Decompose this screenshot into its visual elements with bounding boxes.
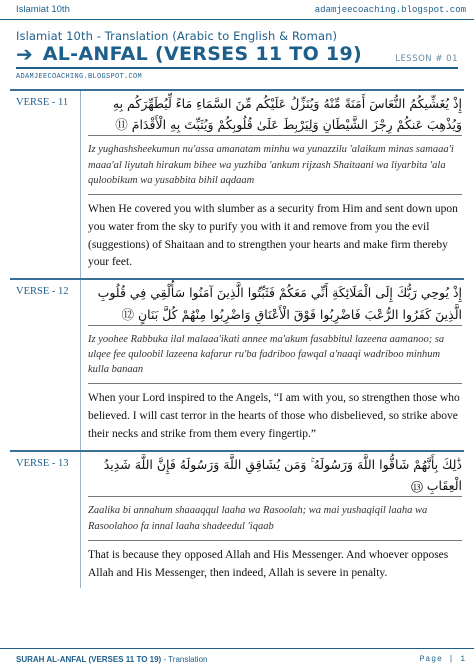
blog-url[interactable]: adamjeecoaching.blogspot.com [314,4,466,15]
page-title: AL-ANFAL (VERSES 11 TO 19) [42,43,362,65]
verse-label: VERSE - 13 [16,457,69,469]
roman-transliteration: Iz yoohee Rabbuka ilal malaaa'ikati annee ma'akum fasabbitul lazeena aamanoo; sa ulqee fee quloobil lazeena kafarur ru'ba fadriboo fawqal a'naaqi wadriboo minhum kulla banaan [88,333,445,376]
title-rule [16,67,458,69]
english-translation: When your Lord inspired to the Angels, “I am with you, so strengthen those who believed. I will cast terror in the hearts of those who disbelieved, so strike above their necks and strike from them every fingertip.” [88,392,460,441]
right-arrow-icon: ➔ [16,42,33,67]
footer-surah: SURAH AL-ANFAL (VERSES 11 TO 19) [16,655,162,664]
top-bar [0,0,474,20]
lesson-number: LESSON # 01 [395,54,458,65]
site-watermark: ADAMJEECOACHING.BLOGSPOT.COM [16,72,143,81]
verse-13 [0,452,474,589]
verse-label: VERSE - 12 [16,286,69,298]
title-row [16,44,458,65]
verse-12 [0,280,474,450]
page-footer [0,648,474,670]
verse-11 [0,91,474,278]
document-subtitle: Islamiat 10th - Translation (Arabic to English & Roman) [16,29,338,43]
course-label: Islamiat 10th [16,4,70,15]
arabic-text: ذَٰلِكَ بِأَنَّهُمْ شَاقُّوا اللَّهَ وَرَسُولَهُ ۚ وَمَن يُشَاقِقِ اللَّهَ وَرَسُولَهُ فَإِنَّ اللَّهَ شَدِيدُ الْعِقَابِ ⑬ [103,456,462,494]
roman-transliteration: Zaalika bi annahum shaaaqqul laaha wa Rasoolah; wa mai yushaqiqil laaha wa Rasoolahoo fa innal laaha shadeedul 'iqaab [88,505,428,532]
english-translation: When He covered you with slumber as a security from Him and sent down upon you water from the sky to purify you with it and remove from you the evil (suggestions) of Shaitaan and to strengthen your hearts and make firm thereby your feet. [88,203,458,269]
arabic-text: إِذْ يُوحِي رَبُّكَ إِلَى الْمَلَائِكَةِ أَنِّي مَعَكُمْ فَثَبِّتُوا الَّذِينَ آمَنُوا سَأُلْقِي فِي قُلُوبِ الَّذِينَ كَفَرُوا الرُّعْبَ فَاضْرِبُوا فَوْقَ الْأَعْنَاقِ وَاضْرِبُوا مِنْهُمْ كُلَّ بَنَانٍ ⑫ [97,285,462,322]
footer-section: - Translation [161,655,208,664]
arabic-text: إِذْ يُغَشِّيكُمُ النُّعَاسَ أَمَنَةً مِّنْهُ وَيُنَزِّلُ عَلَيْكُم مِّنَ السَّمَاءِ مَاءً لِّيُطَهِّرَكُم بِهِ وَيُذْهِبَ عَنكُمْ رِجْزَ الشَّيْطَانِ وَلِيَرْبِطَ عَلَىٰ قُلُوبِكُمْ وَيُثَبِّتَ بِهِ الْأَقْدَامَ ⑪ [112,95,462,133]
document-header [0,20,474,69]
divider [16,67,458,69]
verse-body [80,452,474,589]
verse-body [80,280,474,450]
english-translation: That is because they opposed Allah and His Messenger. And whoever opposes Allah and His Messenger, then indeed, Allah is severe in penalty. [88,548,449,579]
verse-label: VERSE - 11 [16,96,69,108]
verse-body [80,91,474,278]
roman-transliteration: Iz yughashsheekumun nu'assa amanatam minhu wa yunazzilu 'alaikum minas samaaa'i maaa'al liyutah hirakum bihee wa yuzhiba 'ankum rijzash Shaitaani wa liyarbita 'ala quloobikum wa yusabbita bihil aqdaam [88,144,454,186]
footer-label [16,655,207,664]
page-number: Page | 1 [419,655,466,664]
